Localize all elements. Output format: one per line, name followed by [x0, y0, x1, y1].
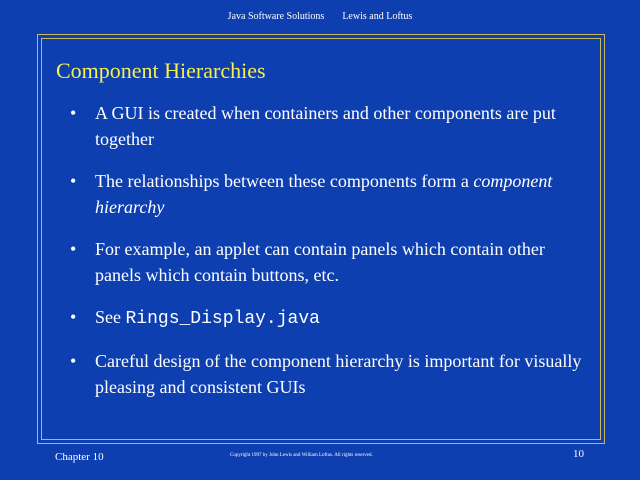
bullet-item: [70, 304, 590, 332]
header-authors: Lewis and Loftus: [342, 11, 413, 22]
footer-copyright: Copyright 1997 by John Lewis and William Loftus. All rights reserved.: [230, 453, 373, 458]
bullet-marker: •: [70, 239, 77, 259]
footer-chapter: Chapter 10: [55, 451, 104, 463]
bullet-item: [70, 236, 590, 288]
bullet-item: [70, 348, 590, 400]
footer-page-number: 10: [573, 448, 584, 460]
bullet-item: [70, 100, 590, 152]
header-book-title: Java Software Solutions: [227, 11, 325, 22]
slide-header: [0, 11, 640, 22]
bullet-emphasis: component hierarchy: [95, 171, 553, 217]
bullet-text: Careful design of the component hierarchy is important for visually pleasing and consistent GUIs: [95, 351, 582, 397]
bullet-item: [70, 168, 590, 220]
bullet-list: [70, 100, 590, 416]
slide-title: Component Hierarchies: [56, 58, 266, 83]
bullet-marker: •: [70, 171, 77, 191]
bullet-marker: •: [70, 103, 77, 123]
bullet-text: A GUI is created when containers and other components are put together: [95, 103, 556, 149]
code-filename: Rings_Display.java: [125, 309, 320, 329]
bullet-text: The relationships between these components form a: [95, 171, 474, 191]
bullet-text: For example, an applet can contain panels which contain other panels which contain buttons, etc.: [95, 239, 545, 285]
bullet-marker: •: [70, 307, 77, 327]
bullet-text: See: [95, 307, 126, 327]
bullet-marker: •: [70, 351, 77, 371]
